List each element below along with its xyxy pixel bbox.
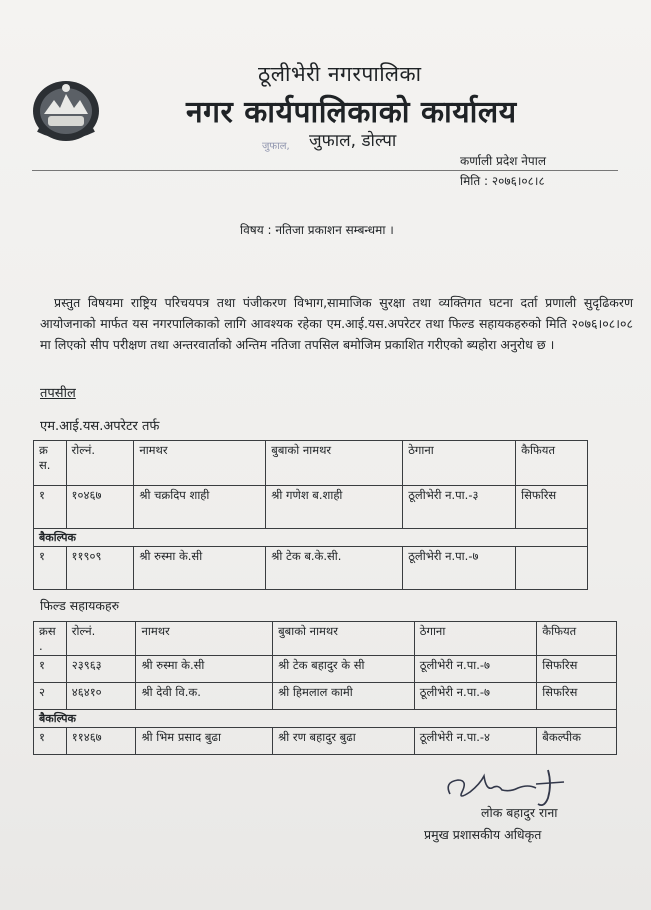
table-cell: ठूलीभेरी न.पा.-७	[414, 683, 537, 710]
province-name: कर्णाली प्रदेश नेपाल	[460, 154, 546, 168]
table-header-row	[34, 441, 588, 486]
letter-date: मिति : २०७६।०८।८	[460, 174, 545, 188]
table-cell: सिफरिस	[537, 683, 617, 710]
alternate-label-row	[34, 529, 588, 547]
table-cell: श्री टेक ब.के.सी.	[266, 547, 403, 590]
table-cell: श्री चक्रदिप शाही	[134, 486, 266, 529]
table-cell: ठूलीभेरी न.पा.-३	[403, 486, 516, 529]
section-heading-field-assistants: फिल्ड सहायकहरु	[40, 598, 120, 613]
details-heading: तपसील	[40, 386, 76, 401]
column-header: ठेगाना	[414, 622, 537, 656]
column-header: रोल्नं.	[66, 441, 134, 486]
table-cell: श्री हिमलाल कामी	[273, 683, 415, 710]
table-cell: १	[34, 486, 67, 529]
column-header: कैफियत	[516, 441, 588, 486]
alternate-label: बैकल्पिक	[34, 529, 588, 547]
table-row	[34, 547, 588, 590]
table-cell: १०४६७	[66, 486, 134, 529]
table-cell: श्री भिम प्रसाद बुढा	[136, 728, 273, 755]
column-header: नामथर	[134, 441, 266, 486]
column-header: ठेगाना	[403, 441, 516, 486]
table-cell: २३९६३	[66, 656, 136, 683]
table-cell: ११४६७	[66, 728, 136, 755]
column-header: बुबाको नामथर	[266, 441, 403, 486]
subject-line: विषय : नतिजा प्रकाशन सम्बन्धमा ।	[240, 223, 394, 237]
table-cell: ठूलीभेरी न.पा.-७	[403, 547, 516, 590]
mis-operator-table	[33, 440, 588, 590]
table-cell: ११९०९	[66, 547, 134, 590]
table-cell: श्री टेक बहादुर के सी	[273, 656, 415, 683]
table-cell: श्री रण बहादुर बुढा	[273, 728, 415, 755]
column-header: रोल्नं.	[66, 622, 136, 656]
body-paragraph: प्रस्तुत विषयमा राष्ट्रिय परिचयपत्र तथा पंजीकरण विभाग,सामाजिक सुरक्षा तथा व्यक्तिगत घटना दर्ता प्रणाली सुदृढिकरण आयोजनाको मार्फत यस नगरपालिकाको लागि आवश्यक रहेका एम.आई.यस.अपरेटर तथा फिल्ड सहायकहरुको मिति २०७६।०८।०८ मा लिएको सीप परीक्षण तथा अन्तरवार्ताको अन्तिम नतिजा तपसिल बमोजिम प्रकाशित गरीएको ब्यहोरा अनुरोध छ ।	[40, 295, 633, 352]
column-header: बुबाको नामथर	[273, 622, 415, 656]
municipality-name: ठूलीभेरी नगरपालिका	[258, 62, 422, 86]
office-address: जुफाल, डोल्पा	[309, 131, 397, 151]
nepal-emblem-icon	[30, 78, 102, 144]
table-row	[34, 656, 617, 683]
alternate-label: बैकल्पिक	[34, 710, 617, 728]
table-cell: सिफरिस	[537, 656, 617, 683]
column-header: क्रस .	[34, 622, 67, 656]
table-cell: श्री रुस्मा के.सी	[136, 656, 273, 683]
table-cell: १	[34, 728, 67, 755]
stamp-text: जुफाल,	[262, 141, 290, 152]
table-cell: सिफरिस	[516, 486, 588, 529]
column-header: क्र स.	[34, 441, 67, 486]
table-cell: श्री गणेश ब.शाही	[266, 486, 403, 529]
signatory-name: लोक बहादुर राना	[481, 805, 558, 820]
office-name: नगर कार्यपालिकाको कार्यालय	[186, 95, 517, 130]
table-row	[34, 728, 617, 755]
column-header: कैफियत	[537, 622, 617, 656]
table-cell: ठूलीभेरी न.पा.-४	[414, 728, 537, 755]
table-row	[34, 486, 588, 529]
table-header-row	[34, 622, 617, 656]
section-heading-mis-operator: एम.आई.यस.अपरेटर तर्फ	[40, 419, 160, 434]
table-row	[34, 683, 617, 710]
table-cell: १	[34, 656, 67, 683]
table-cell: १	[34, 547, 67, 590]
field-assistant-table	[33, 621, 617, 755]
table-cell: ठूलीभेरी न.पा.-७	[414, 656, 537, 683]
alternate-label-row	[34, 710, 617, 728]
table-cell	[516, 547, 588, 590]
table-cell: २	[34, 683, 67, 710]
column-header: नामथर	[136, 622, 273, 656]
header-divider	[32, 170, 618, 171]
signatory-title: प्रमुख प्रशासकीय अधिकृत	[424, 827, 542, 842]
table-cell: श्री रुस्मा के.सी	[134, 547, 266, 590]
table-cell: ४६४१०	[66, 683, 136, 710]
table-cell: श्री देवी वि.क.	[136, 683, 273, 710]
table-cell: बैकल्पीक	[537, 728, 617, 755]
